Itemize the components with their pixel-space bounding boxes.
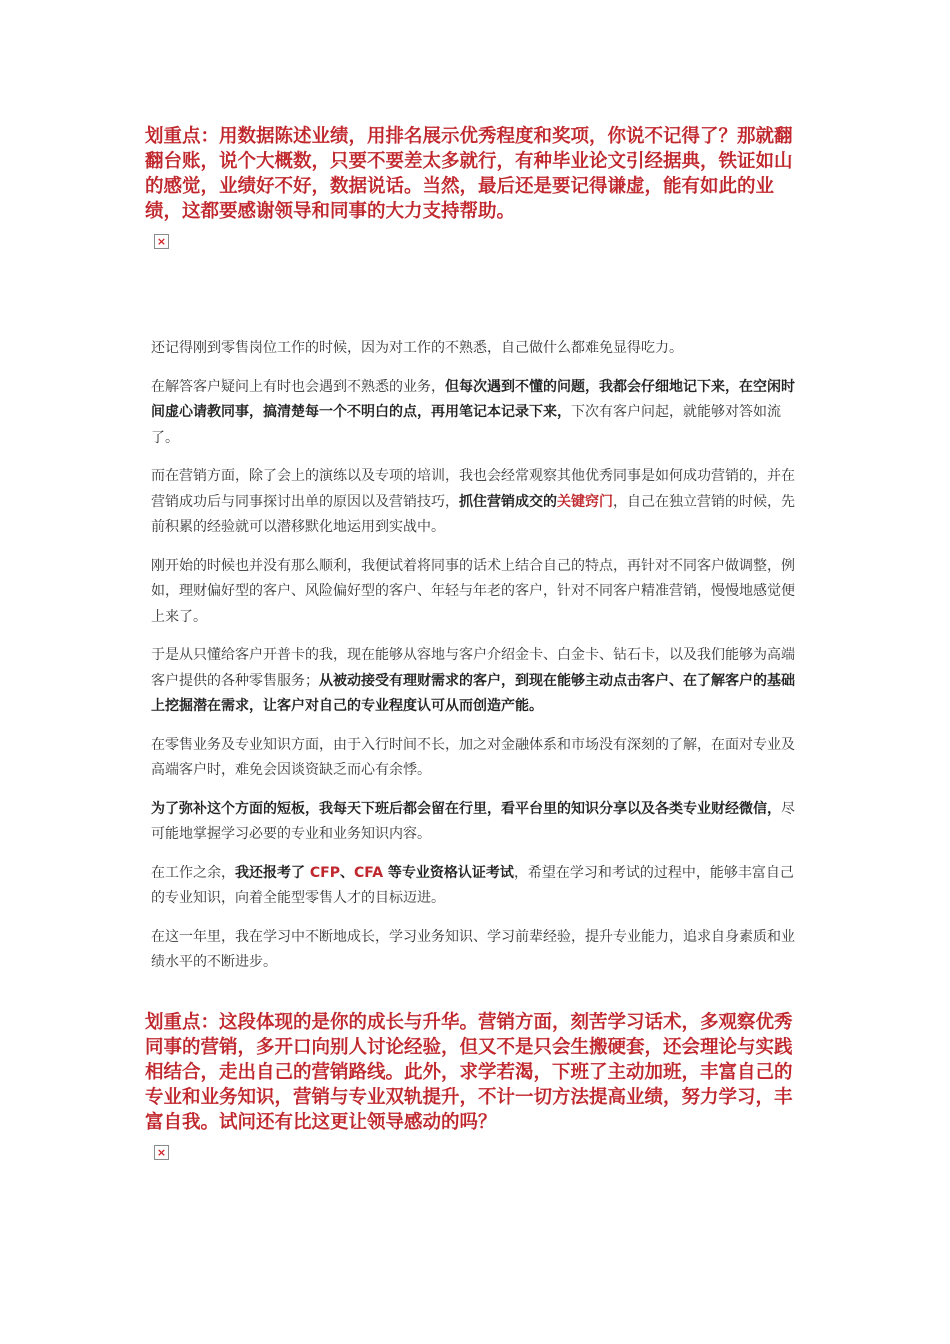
broken-image-icon: × — [154, 234, 169, 249]
paragraph-1: 还记得刚到零售岗位工作的时候，因为对工作的不熟悉，自己做什么都难免显得吃力。 — [151, 340, 683, 356]
highlight-note-2: 划重点：这段体现的是你的成长与升华。营销方面，刻苦学习话术，多观察优秀同事的营销，多开口向别人讨论经验，但又不是只会生搬硬套，还会理论与实践相结合，走出自己的营销路线。此外，求学若渴，下班了主动加班，丰富自己的专业和业务知识，营销与专业双轨提升，不计一切方法提高业绩，努力学习，丰富自我。试问还有比这更让领导感动的吗？ — [145, 1012, 793, 1133]
paragraph-9: 在这一年里，我在学习中不断地成长，学习业务知识、学习前辈经验，提升专业能力，追求自身素质和业绩水平的不断进步。 — [151, 928, 795, 970]
paragraph-6: 在零售业务及专业知识方面，由于入行时间不长，加之对金融体系和市场没有深刻的了解，在面对专业及高端客户时，难免会因谈资缺乏而心有余悸。 — [151, 736, 795, 778]
paragraph-7: 为了弥补这个方面的短板，我每天下班后都会留在行里，看平台里的知识分享以及各类专业财经微信，尽可能地掌握学习必要的专业和业务知识内容。 — [151, 800, 795, 842]
paragraph-2: 在解答客户疑问上有时也会遇到不熟悉的业务，但每次遇到不懂的问题，我都会仔细地记下来，在空闲时间虚心请教同事，搞清楚每一个不明白的点，再用笔记本记录下来，下次有客户问起，就能够对答如流了。 — [151, 378, 795, 446]
paragraph-3: 而在营销方面，除了会上的演练以及专项的培训，我也会经常观察其他优秀同事是如何成功营销的，并在营销成功后与同事探讨出单的原因以及营销技巧，抓住营销成交的关键窍门，自己在独立营销的时候，先前积累的经验就可以潜移默化地运用到实战中。 — [151, 468, 795, 535]
paragraph-4: 刚开始的时候也并没有那么顺利，我便试着将同事的话术上结合自己的特点，再针对不同客户做调整，例如，理财偏好型的客户、风险偏好型的客户、年轻与年老的客户，针对不同客户精准营销，慢慢地感觉便上来了。 — [151, 557, 795, 625]
paragraph-5: 于是从只懂给客户开普卡的我，现在能够从容地与客户介绍金卡、白金卡、钻石卡，以及我们能够为高端客户提供的各种零售服务；从被动接受有理财需求的客户，到现在能够主动点击客户、在了解客户的基础上挖掘潜在需求，让客户对自己的专业程度认可从而创造产能。 — [151, 647, 795, 714]
paragraph-8: 在工作之余，我还报考了 CFP、CFA 等专业资格认证考试，希望在学习和考试的过程中，能够丰富自己的专业知识，向着全能型零售人才的目标迈进。 — [151, 864, 794, 906]
body-text — [151, 336, 802, 989]
broken-image-icon: × — [154, 1145, 169, 1160]
highlight-note-1: 划重点：用数据陈述业绩，用排名展示优秀程度和奖项，你说不记得了？那就翻翻台账，说个大概数，只要不要差太多就行，有种毕业论文引经据典，铁证如山的感觉，业绩好不好，数据说话。当然，最后还是要记得谦虚，能有如此的业绩，这都要感谢领导和同事的大力支持帮助。 — [145, 126, 793, 222]
